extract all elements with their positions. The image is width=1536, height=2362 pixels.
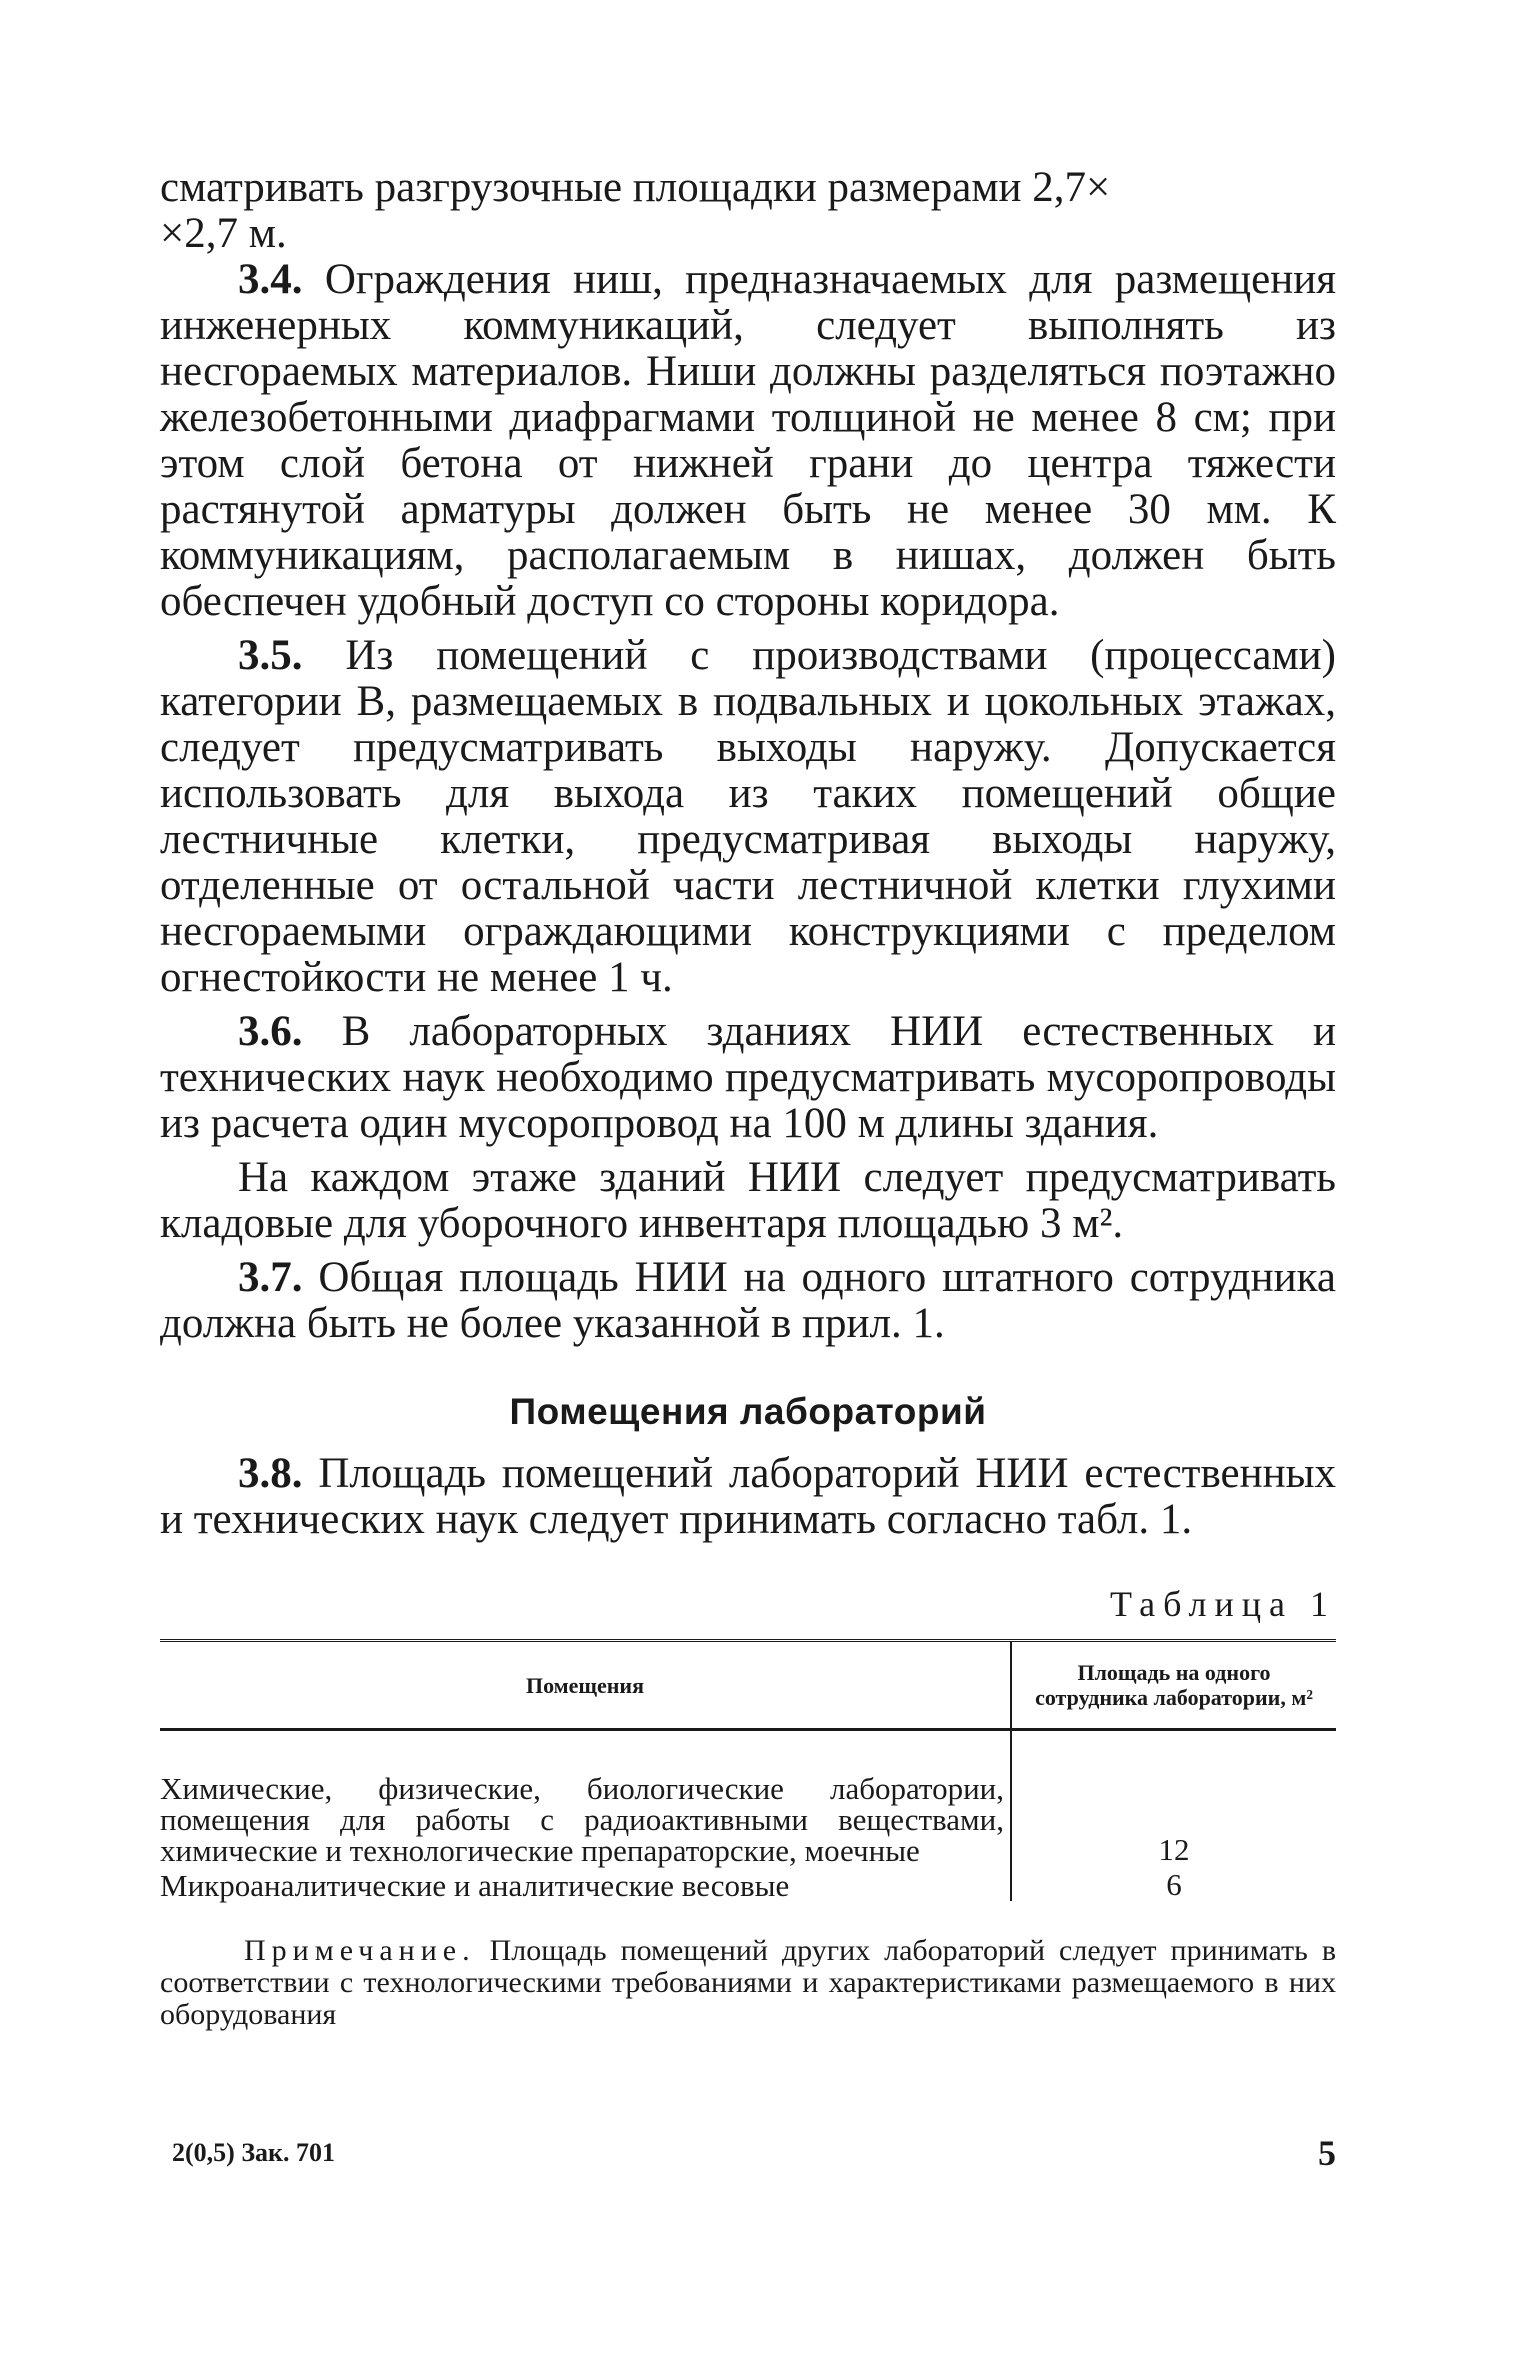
document-page (160, 165, 1336, 2031)
clause-text: Общая площадь НИИ на одного штатного сотрудника должна быть не более указанной в прил. 1. (160, 1254, 1336, 1347)
table-row (160, 1866, 1336, 1901)
clause-text: В лабораторных зданиях НИИ естественных и технических наук необходимо предусматривать мусоропроводы из расчета один мусоропровод на 100 м длины здания. (160, 1008, 1336, 1147)
clause-text: Из помещений с производствами (процессами) категории В, размещаемых в подвальных и цокольных этажах, следует предусматривать выходы наружу. Допускается использовать для выхода из таких помещений общие лестничные клетки, предусматривая выходы наружу, отделенные от остальной части лестничной клетки глухими несгораемыми ограждающими конструкциями с пределом огнестойкости не менее 1 ч. (160, 632, 1336, 1001)
paragraph-3-6 (160, 1009, 1336, 1147)
clause-number: 3.6. (238, 1008, 303, 1055)
row-room-name: Микроаналитические и аналитические весовые (160, 1868, 790, 1903)
row-room-name: Химические, физические, биологические лаборатории, помещения для работы с радиоактивными веществами, химические и технологические препараторские, моечные (160, 1771, 1004, 1868)
paragraph-3-7 (160, 1255, 1336, 1347)
clause-number: 3.8. (238, 1450, 303, 1497)
paragraph-3-5 (160, 633, 1336, 1001)
paragraph-3-8 (160, 1451, 1336, 1543)
header-rooms: Помещения (525, 1672, 645, 1698)
note-label: Примечание. (244, 1934, 476, 1967)
section-heading: Помещения лабораторий (509, 1391, 987, 1432)
clause-text: Ограждения ниш, предназначаемых для размещения инженерных коммуникаций, следует выполнять из несгораемых материалов. Ниши должны разделяться поэтажно железобетонными диафрагмами толщиной не менее 8 см; при этом слой бетона от нижней грани до центра тяжести растянутой арматуры должен быть не менее 30 мм. К коммуникациям, располагаемым в нишах, должен быть обеспечен удобный доступ со стороны коридора. (160, 256, 1336, 625)
row-area-value: 12 (1011, 1730, 1336, 1867)
clause-number: 3.4. (238, 256, 303, 303)
paragraph-3-6-storage: На каждом этаже зданий НИИ следует предусматривать кладовые для уборочного инвентаря площадью 3 м². (160, 1154, 1336, 1247)
row-area-value: 6 (1011, 1866, 1336, 1901)
header-area-per-employee: Площадь на одного сотрудника лаборатории, м² (1011, 1641, 1336, 1730)
paragraph-3-4 (160, 257, 1336, 625)
page-number: 5 (1318, 2133, 1336, 2173)
note-text: Площадь помещений других лабораторий следует принимать в соответствии с технологическими требованиями и характеристиками размещаемого в них оборудования (160, 1934, 1336, 2031)
paragraph-continuation: сматривать разгрузочные площадки размерами 2,7× ×2,7 м. (160, 164, 1111, 257)
table-note (160, 1935, 1336, 2031)
table-caption: Таблица 1 (1110, 1584, 1336, 1624)
clause-number: 3.5. (238, 632, 303, 679)
clause-number: 3.7. (238, 1254, 303, 1301)
print-order-code: 2(0,5) Зак. 701 (172, 2138, 336, 2167)
table-header-row (160, 1641, 1336, 1730)
clause-text: Площадь помещений лабораторий НИИ естественных и технических наук следует принимать согласно табл. 1. (160, 1450, 1336, 1543)
table-row (160, 1730, 1336, 1867)
lab-area-table (160, 1639, 1336, 1901)
